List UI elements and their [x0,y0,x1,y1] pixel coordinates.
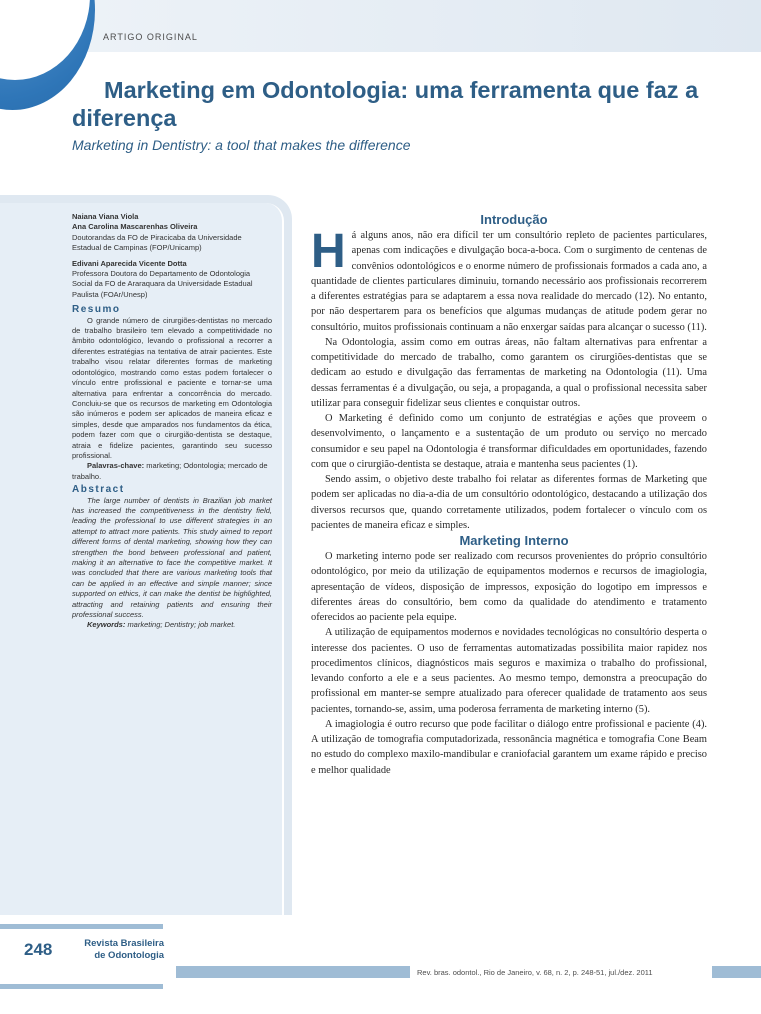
author-affiliation: Doutorandas da FO de Piracicaba da Universidade Estadual de Campinas (FOP/Unicamp) [72,232,242,253]
author-name: Naiana Viana Viola [72,212,139,221]
citation: Rev. bras. odontol., Rio de Janeiro, v. 68, n. 2, p. 248-51, jul./dez. 2011 [417,968,653,977]
abstract-keywords-text: marketing; Dentistry; job market. [127,620,236,630]
citation-bar [176,966,410,978]
resumo-keywords [72,461,272,482]
body-paragraph: O Marketing é definido como um conjunto de estratégias e ações que proveem o desenvolvimento, o lançamento e a sustentação de um produto ou serviço no mercado consumidor e seu papel na Odontologia é transformar dificuldades em oportunidades, fazendo com que o cirurgião-dentista se destaque, atraia e mantenha seus pacientes (1). [311,413,707,470]
abstract-keywords-label: Keywords: [87,620,126,630]
journal-name [72,938,164,962]
body-paragraph: Na Odontologia, assim como em outras áreas, não faltam alternativas para enfrentar a competitividade do mercado de trabalho, como garantem os cirurgiões-dentistas que se dedicam ao estudo e divulgação das ferramentas de marketing na Odontologia (11). Uma dessas ferramentas é a divulgação, ou seja, a propaganda, a qual o profissional necessita saber utilizar para conseguir fidelizar seus clientes e conquistar outros. [311,336,707,409]
journal-name-line: de Odontologia [94,950,164,961]
marketing-interno-heading: Marketing Interno [459,533,569,548]
body-paragraph: A utilização de equipamentos modernos e novidades tecnológicas no consultório desperta o interesse dos pacientes. O uso de ferramentas automatizadas possibilita maior rapidez nos procedimentos clínicos, diagnósticos mais seguros e maximiza o trabalho do profissional, levando conforto a ele e a seus pacientes. Ao mesmo tempo, demonstra a preocupação do profissional em manter-se sempre atualizado para oferecer qualidade de tratamento aos seus pacientes, tornando-se, assim, uma poderosa ferramenta de marketing interno (5). [311,627,707,715]
body-paragraph: Sendo assim, o objetivo deste trabalho foi relatar as diferentes formas de Marketing que podem ser aplicadas no dia-a-dia de um consultório odontológico, destacando a utilização dos diversos recursos que, quando corretamente utilizados, podem fortalecer o vínculo com os pacientes de maneira eficaz e simples. [311,474,707,531]
article-title: Marketing em Odontologia: uma ferramenta que faz a diferença [72,77,699,131]
author-affiliation: Professora Doutora do Departamento de Odontologia Social da FO de Araraquara da Universidade Estadual Paulista (FOAr/Unesp) [72,269,253,299]
journal-name-line: Revista Brasileira [84,938,164,949]
resumo-body: O grande número de cirurgiões-dentistas no mercado de trabalho brasileiro tem elevado a competitividade no âmbito odontológico, levando o profissional a recorrer a diferentes estratégias na tentativa de atrair pacientes. Este trabalho visou relatar diferentes formas de marketing odontológico, mostrando como estas podem fortalecer o vínculo entre profissional e paciente e tornar-se uma alternativa para enfrentar a concorrência do mercado. Concluiu-se que os recursos de marketing em Odontologia são inúmeros e podem ser aplicados de maneira eficaz e simples, desde que amparados nos fundamentos da ética, podem fazer com que o cirurgião-dentista se destaque, atraia e fidelize pacientes, garantindo seu sucesso profissional. [72,315,272,460]
main-column [311,212,707,778]
resumo-heading: Resumo [72,304,121,316]
article-subtitle: Marketing in Dentistry: a tool that makes the difference [72,137,411,153]
abstract-body: The large number of dentists in Brazilian job market has increased the competitiveness in the dentistry field, leading the professional to use different strategies in an attempt to attract more patients. This study aimed to report different forms of dental marketing, showing how they can strengthen the bond between professional and patient, making it an alternative to face the competitive market. It was concluded that there are various marketing tools that can be applied in an effective and simple manner; since supported on ethics, it can make the dentist be highlighted, attracting and retaining patients and ensuring their professional success. [72,495,272,620]
intro-heading: Introdução [480,212,548,227]
intro-paragraph-text: á alguns anos, não era difícil ter um consultório repleto de pacientes particulares, apenas com indicações e divulgação boca-a-boca. Com o surgimento de centenas de convênios odontológicos e o enorme número de profissionais formados a cada ano, a quantidade de clientes particulares diminuiu, tornando necessário aos profissionais recorrerem a diferentes estratégias para se adaptarem a essa nova realidade do mercado (12). No entanto, por não despertarem para os benefícios que algumas mudanças de atitude podem gerar no consultório, muitos profissionais continuam a não enxergar saídas para alcançar o sucesso (11). [311,230,707,333]
drop-cap: H [311,225,346,278]
abstract-heading: Abstract [72,484,125,496]
resumo-keywords-label: Palavras-chave: [87,461,145,471]
abstract-keywords [72,620,272,630]
body-paragraph: A imagiologia é outro recurso que pode facilitar o diálogo entre profissional e paciente (4). A utilização de tomografia computadorizada, ressonância magnética e tomografia Cone Beam no estudo do complexo maxilo-mandibular e craniofacial garantem um exame rápido e preciso e melhor qualidade [311,718,707,776]
author-name: Edivani Aparecida Vicente Dotta [72,258,187,268]
resumo-keywords-text: marketing; Odontologia; mercado de trabalho. [72,461,268,481]
body-paragraph: O marketing interno pode ser realizado com recursos provenientes do próprio consultório odontológico, por meio da utilização de equipamentos modernos e recursos de imagiologia, apresentação de vídeos, disposição de impressos, exposição do logotipo em impressos e diferentes áreas do consultório, bem como da qualidade do atendimento e tratamento oferecidos ao paciente pela equipe. [311,551,707,623]
header-band [0,0,761,52]
footer-band [0,924,163,929]
footer-band [0,984,163,989]
intro-paragraph [311,225,707,335]
author-name: Ana Carolina Mascarenhas Oliveira [72,222,198,232]
section-label: ARTIGO ORIGINAL [103,32,198,42]
page-number: 248 [24,940,53,959]
citation-bar [712,966,761,978]
sidebar-content [72,212,272,631]
